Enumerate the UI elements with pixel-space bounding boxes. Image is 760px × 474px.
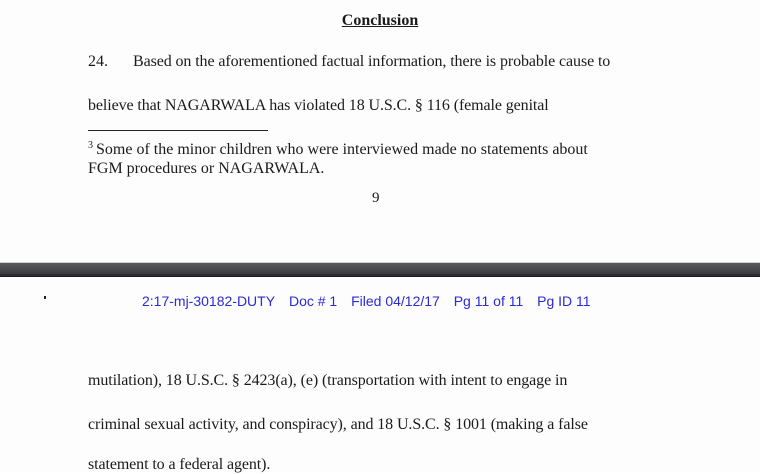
body-text-line: Based on the aforementioned factual information, there is probable cause to <box>133 53 611 70</box>
footnote-line: FGM procedures or NAGARWALA. <box>88 160 325 177</box>
page-count: Pg 11 of 11 <box>453 293 524 309</box>
footnote-line <box>88 140 588 159</box>
body-text-line: statement to a federal agent). <box>88 456 271 473</box>
section-heading: Conclusion <box>341 12 419 29</box>
paragraph-number: 24. <box>88 53 108 70</box>
footnote-marker: 3 <box>88 140 93 151</box>
body-text-line: believe that NAGARWALA has violated 18 U.S.C. § 116 (female genital <box>88 97 549 114</box>
case-number: 2:17-mj-30182-DUTY <box>142 293 276 309</box>
page-id: Pg ID 11 <box>537 293 591 309</box>
filed-date: Filed 04/12/17 <box>351 293 440 309</box>
doc-number: Doc # 1 <box>288 293 338 309</box>
page-divider <box>0 262 760 277</box>
court-filing-header <box>142 293 601 309</box>
footnote-text: Some of the minor children who were interviewed made no statements about <box>96 141 588 158</box>
footnote-separator <box>88 130 268 131</box>
scan-speck <box>44 296 46 299</box>
body-text-line: criminal sexual activity, and conspiracy), and 18 U.S.C. § 1001 (making a false <box>88 416 588 433</box>
body-text-line: mutilation), 18 U.S.C. § 2423(a), (e) (transportation with intent to engage in <box>88 372 568 389</box>
page-number: 9 <box>372 190 380 206</box>
